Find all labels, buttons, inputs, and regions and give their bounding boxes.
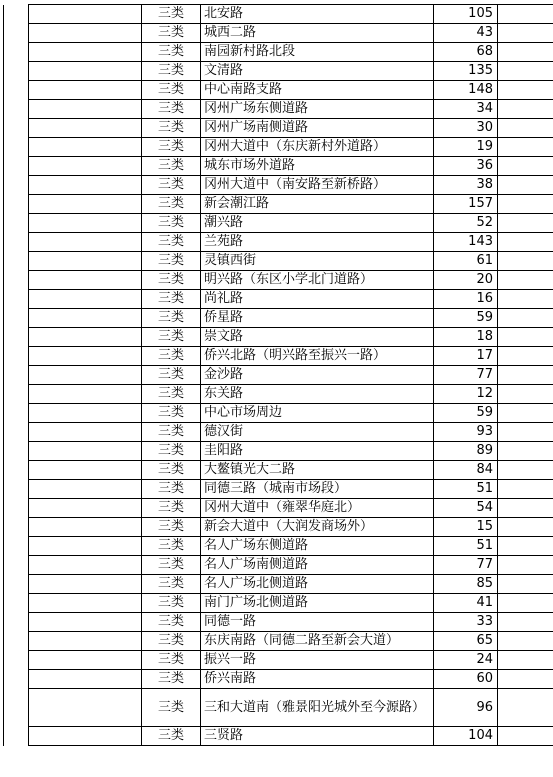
category-cell: 三类 <box>142 5 201 24</box>
category-cell: 三类 <box>142 81 201 100</box>
blank-cell <box>498 100 553 119</box>
road-name-cell: 东关路 <box>201 385 434 404</box>
blank-cell <box>498 176 553 195</box>
blank-cell-left <box>4 138 29 157</box>
blank-cell <box>29 328 142 347</box>
value-cell: 135 <box>434 62 498 81</box>
table-row <box>4 404 553 423</box>
value-cell: 54 <box>434 499 498 518</box>
road-name-cell: 冈州大道中（南安路至新桥路） <box>201 176 434 195</box>
value-cell: 104 <box>434 727 498 746</box>
blank-cell <box>498 119 553 138</box>
blank-cell <box>498 651 553 670</box>
table-row <box>4 499 553 518</box>
table-row <box>4 100 553 119</box>
blank-cell <box>29 727 142 746</box>
road-name-cell: 侨兴北路（明兴路至振兴一路） <box>201 347 434 366</box>
table-row <box>4 138 553 157</box>
blank-cell <box>29 689 142 727</box>
blank-cell <box>29 632 142 651</box>
blank-cell-left <box>4 366 29 385</box>
value-cell: 51 <box>434 537 498 556</box>
blank-cell <box>29 252 142 271</box>
blank-cell <box>29 157 142 176</box>
road-name-cell: 德汉街 <box>201 423 434 442</box>
table-row <box>4 613 553 632</box>
value-cell: 65 <box>434 632 498 651</box>
blank-cell <box>29 613 142 632</box>
blank-cell <box>498 727 553 746</box>
table-row <box>4 575 553 594</box>
category-cell: 三类 <box>142 423 201 442</box>
value-cell: 148 <box>434 81 498 100</box>
blank-cell-left <box>4 442 29 461</box>
value-cell: 143 <box>434 233 498 252</box>
blank-cell-left <box>4 404 29 423</box>
blank-cell <box>29 556 142 575</box>
value-cell: 36 <box>434 157 498 176</box>
road-name-cell: 振兴一路 <box>201 651 434 670</box>
road-name-cell: 同德三路（城南市场段） <box>201 480 434 499</box>
table-row <box>4 5 553 24</box>
value-cell: 96 <box>434 689 498 727</box>
category-cell: 三类 <box>142 195 201 214</box>
table-row <box>4 309 553 328</box>
table-row <box>4 537 553 556</box>
category-cell: 三类 <box>142 594 201 613</box>
value-cell: 43 <box>434 24 498 43</box>
road-name-cell: 大鳌镇光大二路 <box>201 461 434 480</box>
blank-cell-left <box>4 537 29 556</box>
blank-cell <box>498 594 553 613</box>
road-table-body <box>4 5 553 746</box>
value-cell: 93 <box>434 423 498 442</box>
value-cell: 19 <box>434 138 498 157</box>
table-row <box>4 271 553 290</box>
blank-cell <box>498 366 553 385</box>
blank-cell <box>29 499 142 518</box>
value-cell: 59 <box>434 309 498 328</box>
blank-cell <box>498 290 553 309</box>
blank-cell-left <box>4 233 29 252</box>
road-name-cell: 中心市场周边 <box>201 404 434 423</box>
blank-cell <box>29 233 142 252</box>
table-row <box>4 43 553 62</box>
blank-cell <box>29 24 142 43</box>
value-cell: 51 <box>434 480 498 499</box>
blank-cell <box>498 385 553 404</box>
road-name-cell: 圭阳路 <box>201 442 434 461</box>
category-cell: 三类 <box>142 480 201 499</box>
blank-cell <box>498 309 553 328</box>
category-cell: 三类 <box>142 233 201 252</box>
blank-cell <box>498 442 553 461</box>
table-row <box>4 24 553 43</box>
road-name-cell: 新会大道中（大润发商场外） <box>201 518 434 537</box>
table-row <box>4 651 553 670</box>
table-row <box>4 252 553 271</box>
blank-cell <box>498 480 553 499</box>
blank-cell <box>498 689 553 727</box>
category-cell: 三类 <box>142 43 201 62</box>
category-cell: 三类 <box>142 613 201 632</box>
road-name-cell: 灵镇西街 <box>201 252 434 271</box>
road-name-cell: 明兴路（东区小学北门道路） <box>201 271 434 290</box>
blank-cell <box>498 138 553 157</box>
category-cell: 三类 <box>142 62 201 81</box>
category-cell: 三类 <box>142 727 201 746</box>
blank-cell <box>498 556 553 575</box>
blank-cell <box>498 499 553 518</box>
blank-cell <box>498 575 553 594</box>
road-name-cell: 金沙路 <box>201 366 434 385</box>
blank-cell <box>29 594 142 613</box>
road-name-cell: 名人广场东侧道路 <box>201 537 434 556</box>
blank-cell <box>498 5 553 24</box>
category-cell: 三类 <box>142 518 201 537</box>
category-cell: 三类 <box>142 404 201 423</box>
blank-cell-left <box>4 214 29 233</box>
blank-cell-left <box>4 100 29 119</box>
blank-cell-left <box>4 423 29 442</box>
blank-cell <box>498 404 553 423</box>
blank-cell <box>29 43 142 62</box>
category-cell: 三类 <box>142 670 201 689</box>
value-cell: 84 <box>434 461 498 480</box>
blank-cell <box>498 233 553 252</box>
value-cell: 20 <box>434 271 498 290</box>
blank-cell <box>29 271 142 290</box>
blank-cell <box>498 347 553 366</box>
road-name-cell: 冈州广场南侧道路 <box>201 119 434 138</box>
road-name-cell: 兰苑路 <box>201 233 434 252</box>
category-cell: 三类 <box>142 366 201 385</box>
value-cell: 85 <box>434 575 498 594</box>
value-cell: 17 <box>434 347 498 366</box>
table-row <box>4 423 553 442</box>
blank-cell <box>498 157 553 176</box>
category-cell: 三类 <box>142 24 201 43</box>
value-cell: 41 <box>434 594 498 613</box>
blank-cell-left <box>4 613 29 632</box>
value-cell: 68 <box>434 43 498 62</box>
blank-cell-left <box>4 480 29 499</box>
table-row <box>4 214 553 233</box>
category-cell: 三类 <box>142 138 201 157</box>
value-cell: 24 <box>434 651 498 670</box>
blank-cell <box>498 195 553 214</box>
road-name-cell: 尚礼路 <box>201 290 434 309</box>
table-row <box>4 328 553 347</box>
blank-cell <box>29 195 142 214</box>
table-row <box>4 689 553 727</box>
table-row <box>4 62 553 81</box>
blank-cell <box>29 480 142 499</box>
table-row <box>4 385 553 404</box>
value-cell: 30 <box>434 119 498 138</box>
blank-cell-left <box>4 594 29 613</box>
blank-cell <box>498 537 553 556</box>
table-row <box>4 366 553 385</box>
road-name-cell: 东庆南路（同德二路至新会大道） <box>201 632 434 651</box>
blank-cell <box>498 461 553 480</box>
blank-cell-left <box>4 727 29 746</box>
blank-cell <box>29 385 142 404</box>
blank-cell-left <box>4 689 29 727</box>
category-cell: 三类 <box>142 385 201 404</box>
category-cell: 三类 <box>142 537 201 556</box>
blank-cell <box>498 328 553 347</box>
blank-cell-left <box>4 24 29 43</box>
blank-cell-left <box>4 328 29 347</box>
category-cell: 三类 <box>142 347 201 366</box>
value-cell: 12 <box>434 385 498 404</box>
road-name-cell: 文清路 <box>201 62 434 81</box>
blank-cell <box>498 24 553 43</box>
blank-cell <box>29 119 142 138</box>
category-cell: 三类 <box>142 556 201 575</box>
category-cell: 三类 <box>142 252 201 271</box>
table-row <box>4 176 553 195</box>
value-cell: 61 <box>434 252 498 271</box>
blank-cell <box>29 651 142 670</box>
road-name-cell: 城东市场外道路 <box>201 157 434 176</box>
blank-cell <box>498 43 553 62</box>
road-name-cell: 城西二路 <box>201 24 434 43</box>
blank-cell <box>29 100 142 119</box>
blank-cell-left <box>4 670 29 689</box>
blank-cell-left <box>4 81 29 100</box>
blank-cell-left <box>4 43 29 62</box>
category-cell: 三类 <box>142 214 201 233</box>
value-cell: 105 <box>434 5 498 24</box>
category-cell: 三类 <box>142 176 201 195</box>
blank-cell <box>29 290 142 309</box>
blank-cell <box>29 62 142 81</box>
table-row <box>4 347 553 366</box>
blank-cell-left <box>4 252 29 271</box>
category-cell: 三类 <box>142 119 201 138</box>
value-cell: 52 <box>434 214 498 233</box>
blank-cell-left <box>4 290 29 309</box>
value-cell: 18 <box>434 328 498 347</box>
table-row <box>4 119 553 138</box>
road-name-cell: 冈州大道中（雍翠华庭北） <box>201 499 434 518</box>
category-cell: 三类 <box>142 689 201 727</box>
table-row <box>4 195 553 214</box>
value-cell: 16 <box>434 290 498 309</box>
road-name-cell: 冈州大道中（东庆新村外道路） <box>201 138 434 157</box>
blank-cell-left <box>4 385 29 404</box>
category-cell: 三类 <box>142 290 201 309</box>
blank-cell <box>29 442 142 461</box>
road-name-cell: 北安路 <box>201 5 434 24</box>
blank-cell-left <box>4 195 29 214</box>
blank-cell-left <box>4 176 29 195</box>
table-row <box>4 556 553 575</box>
value-cell: 60 <box>434 670 498 689</box>
blank-cell <box>498 214 553 233</box>
blank-cell <box>29 670 142 689</box>
blank-cell <box>29 81 142 100</box>
blank-cell <box>29 214 142 233</box>
road-name-cell: 冈州广场东侧道路 <box>201 100 434 119</box>
road-name-cell: 中心南路支路 <box>201 81 434 100</box>
value-cell: 15 <box>434 518 498 537</box>
table-row <box>4 518 553 537</box>
blank-cell-left <box>4 556 29 575</box>
blank-cell-left <box>4 309 29 328</box>
table-row <box>4 442 553 461</box>
blank-cell-left <box>4 271 29 290</box>
table-row <box>4 81 553 100</box>
blank-cell <box>29 537 142 556</box>
category-cell: 三类 <box>142 632 201 651</box>
blank-cell <box>29 366 142 385</box>
blank-cell-left <box>4 632 29 651</box>
road-name-cell: 三和大道南（雅景阳光城外至今源路） <box>201 689 434 727</box>
value-cell: 157 <box>434 195 498 214</box>
blank-cell <box>29 518 142 537</box>
table-row <box>4 461 553 480</box>
blank-cell <box>498 81 553 100</box>
blank-cell-left <box>4 461 29 480</box>
category-cell: 三类 <box>142 442 201 461</box>
value-cell: 77 <box>434 366 498 385</box>
table-row <box>4 480 553 499</box>
road-name-cell: 同德一路 <box>201 613 434 632</box>
blank-cell <box>498 271 553 290</box>
blank-cell <box>29 5 142 24</box>
blank-cell <box>29 575 142 594</box>
road-table <box>3 4 553 746</box>
blank-cell <box>498 423 553 442</box>
blank-cell <box>498 518 553 537</box>
table-row <box>4 157 553 176</box>
table-row <box>4 594 553 613</box>
road-name-cell: 南园新村路北段 <box>201 43 434 62</box>
blank-cell-left <box>4 119 29 138</box>
blank-cell <box>498 252 553 271</box>
category-cell: 三类 <box>142 271 201 290</box>
blank-cell-left <box>4 518 29 537</box>
road-name-cell: 南门广场北侧道路 <box>201 594 434 613</box>
blank-cell <box>29 176 142 195</box>
category-cell: 三类 <box>142 461 201 480</box>
value-cell: 77 <box>434 556 498 575</box>
blank-cell <box>498 632 553 651</box>
table-row <box>4 233 553 252</box>
category-cell: 三类 <box>142 157 201 176</box>
blank-cell <box>498 670 553 689</box>
road-name-cell: 崇文路 <box>201 328 434 347</box>
blank-cell <box>29 347 142 366</box>
blank-cell-left <box>4 651 29 670</box>
category-cell: 三类 <box>142 100 201 119</box>
road-name-cell: 侨兴南路 <box>201 670 434 689</box>
blank-cell-left <box>4 5 29 24</box>
blank-cell <box>29 461 142 480</box>
blank-cell <box>29 404 142 423</box>
value-cell: 33 <box>434 613 498 632</box>
blank-cell-left <box>4 157 29 176</box>
table-row <box>4 727 553 746</box>
category-cell: 三类 <box>142 309 201 328</box>
table-row <box>4 632 553 651</box>
value-cell: 89 <box>434 442 498 461</box>
blank-cell-left <box>4 62 29 81</box>
blank-cell <box>29 309 142 328</box>
road-name-cell: 潮兴路 <box>201 214 434 233</box>
blank-cell-left <box>4 347 29 366</box>
blank-cell <box>498 613 553 632</box>
blank-cell <box>29 423 142 442</box>
road-name-cell: 名人广场南侧道路 <box>201 556 434 575</box>
blank-cell-left <box>4 575 29 594</box>
value-cell: 34 <box>434 100 498 119</box>
road-name-cell: 名人广场北侧道路 <box>201 575 434 594</box>
category-cell: 三类 <box>142 499 201 518</box>
road-name-cell: 三贤路 <box>201 727 434 746</box>
road-name-cell: 侨星路 <box>201 309 434 328</box>
table-row <box>4 290 553 309</box>
value-cell: 38 <box>434 176 498 195</box>
category-cell: 三类 <box>142 328 201 347</box>
category-cell: 三类 <box>142 575 201 594</box>
road-name-cell: 新会潮江路 <box>201 195 434 214</box>
table-row <box>4 670 553 689</box>
value-cell: 59 <box>434 404 498 423</box>
blank-cell <box>498 62 553 81</box>
blank-cell <box>29 138 142 157</box>
blank-cell-left <box>4 499 29 518</box>
category-cell: 三类 <box>142 651 201 670</box>
